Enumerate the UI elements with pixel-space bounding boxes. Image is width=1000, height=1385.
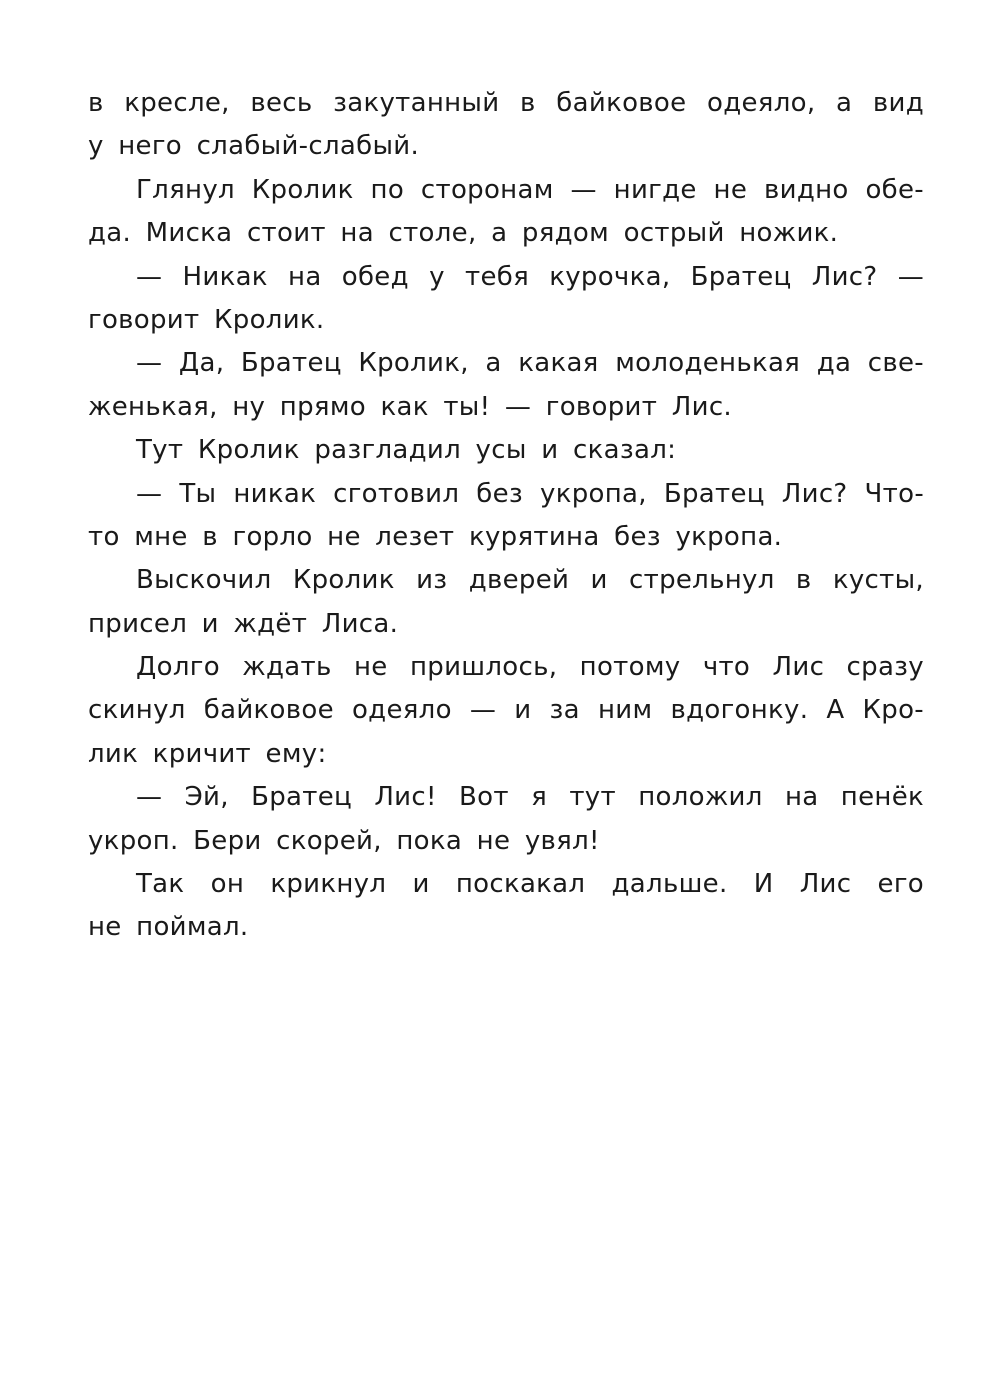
text-line: у него слабый-слабый.	[88, 131, 420, 162]
text-line: Выскочил Кролик из дверей и стрельнул в кусты,	[136, 565, 924, 596]
story-text	[88, 82, 924, 950]
text-line: — Эй, Братец Лис! Вот я тут положил на пенёк	[136, 782, 924, 813]
text-line: Тут Кролик разгладил усы и сказал:	[136, 435, 677, 466]
text-line: Глянул Кролик по сторонам — нигде не видно обе-	[136, 174, 924, 205]
text-line: скинул байковое одеяло — и за ним вдогонку. А Кро-	[88, 695, 924, 726]
text-line: — Никак на обед у тебя курочка, Братец Лис? —	[136, 261, 924, 292]
text-line: говорит Кролик.	[88, 304, 325, 335]
text-line: женькая, ну прямо как ты! — говорит Лис.	[88, 391, 732, 422]
text-line: не поймал.	[88, 912, 249, 943]
text-line: то мне в горло не лезет курятина без укропа.	[88, 521, 783, 552]
text-line: лик кричит ему:	[88, 738, 327, 769]
text-line: — Ты никак сготовил без укропа, Братец Лис? Что-	[136, 478, 924, 509]
text-line: да. Миска стоит на столе, а рядом острый ножик.	[88, 218, 839, 249]
text-line: в кресле, весь закутанный в байковое одеяло, а вид	[88, 88, 924, 118]
text-line: присел и ждёт Лиса.	[88, 608, 399, 639]
text-line: — Да, Братец Кролик, а какая молоденькая да све-	[136, 348, 924, 379]
text-line: укроп. Бери скорей, пока не увял!	[88, 825, 600, 856]
text-line: Так он крикнул и поскакал дальше. И Лис его	[136, 869, 924, 900]
text-line: Долго ждать не пришлось, потому что Лис сразу	[136, 652, 924, 683]
